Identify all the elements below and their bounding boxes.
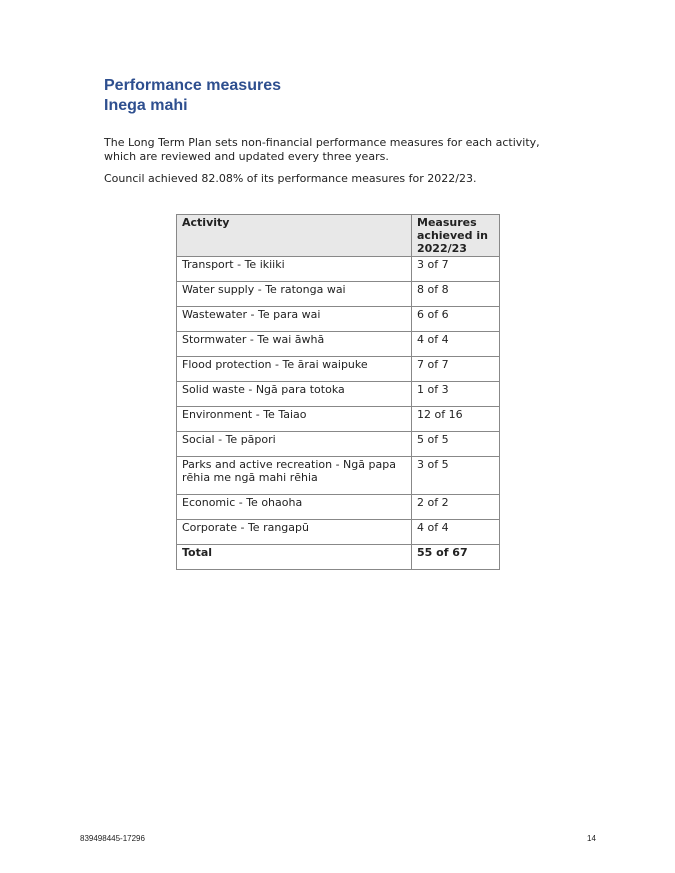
- table-row: [177, 407, 500, 432]
- activity-cell: Flood protection - Te ārai waipuke: [177, 357, 412, 382]
- heading-english: Performance measures: [104, 77, 281, 94]
- activity-cell: Water supply - Te ratonga wai: [177, 282, 412, 307]
- total-label-cell: Total: [177, 545, 412, 570]
- measures-cell: 2 of 2: [412, 495, 500, 520]
- page-heading: [104, 76, 281, 116]
- table-row: [177, 357, 500, 382]
- summary-paragraph: Council achieved 82.08% of its performance measures for 2022/23.: [104, 172, 477, 185]
- measures-cell: 5 of 5: [412, 432, 500, 457]
- table-row: [177, 495, 500, 520]
- table-row: [177, 332, 500, 357]
- measures-cell: 4 of 4: [412, 332, 500, 357]
- table-header-row: [177, 215, 500, 257]
- table-total-row: [177, 545, 500, 570]
- measures-cell: 3 of 5: [412, 457, 500, 495]
- measures-cell: 8 of 8: [412, 282, 500, 307]
- table-row: [177, 257, 500, 282]
- table-row: [177, 307, 500, 332]
- measures-cell: 7 of 7: [412, 357, 500, 382]
- page-number: 14: [587, 834, 596, 843]
- total-value-cell: 55 of 67: [412, 545, 500, 570]
- performance-table: [176, 214, 500, 570]
- table-row: [177, 282, 500, 307]
- activity-cell: Social - Te pāpori: [177, 432, 412, 457]
- table-row: [177, 520, 500, 545]
- table-row: [177, 457, 500, 495]
- measures-cell: 6 of 6: [412, 307, 500, 332]
- measures-cell: 3 of 7: [412, 257, 500, 282]
- column-header-activity: Activity: [177, 215, 412, 257]
- activity-cell: Environment - Te Taiao: [177, 407, 412, 432]
- activity-cell: Stormwater - Te wai āwhā: [177, 332, 412, 357]
- activity-cell: Transport - Te ikiiki: [177, 257, 412, 282]
- measures-cell: 4 of 4: [412, 520, 500, 545]
- activity-cell: Solid waste - Ngā para totoka: [177, 382, 412, 407]
- activity-cell: Wastewater - Te para wai: [177, 307, 412, 332]
- activity-cell: Economic - Te ohaoha: [177, 495, 412, 520]
- table-row: [177, 382, 500, 407]
- measures-cell: 1 of 3: [412, 382, 500, 407]
- table-row: [177, 432, 500, 457]
- document-id: 839498445-17296: [80, 834, 145, 843]
- activity-cell: Corporate - Te rangapū: [177, 520, 412, 545]
- heading-maori: Inega mahi: [104, 97, 188, 114]
- measures-cell: 12 of 16: [412, 407, 500, 432]
- column-header-measures: Measures achieved in 2022/23: [412, 215, 500, 257]
- intro-paragraph: The Long Term Plan sets non-financial performance measures for each activity, which are reviewed and updated every three years.: [104, 136, 540, 163]
- activity-cell: Parks and active recreation - Ngā papa rēhia me ngā mahi rēhia: [177, 457, 412, 495]
